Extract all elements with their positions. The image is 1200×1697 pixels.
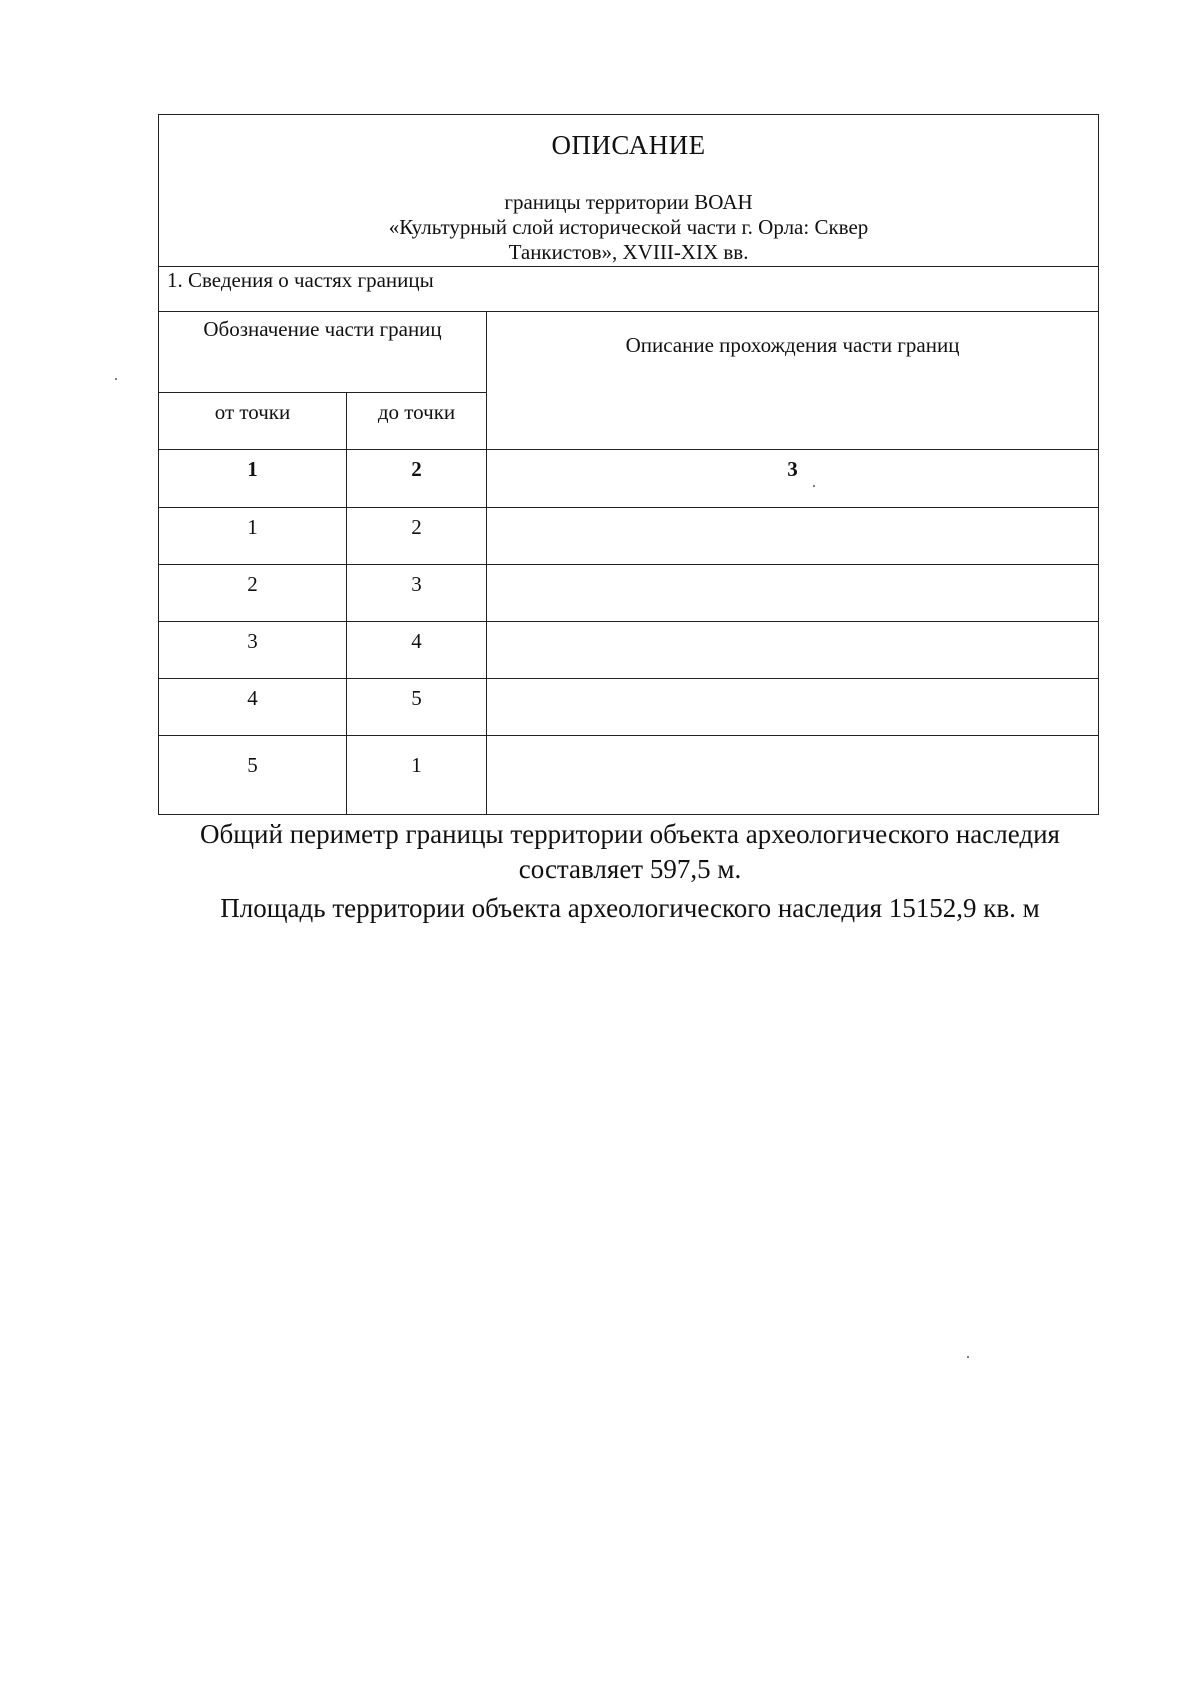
table-row (159, 679, 1099, 736)
description-cell (487, 679, 1099, 736)
to-point-cell: 1 (347, 736, 487, 815)
column-number: 2 (347, 450, 487, 508)
from-point-cell: 1 (159, 508, 347, 565)
from-point-cell: 2 (159, 565, 347, 622)
description-cell (487, 565, 1099, 622)
to-point-cell: 2 (347, 508, 487, 565)
subtitle-line: Танкистов», XVIII-XIX вв. (508, 240, 749, 264)
table-row (159, 508, 1099, 565)
from-point-header: от точки (159, 393, 347, 450)
column-number: 1 (159, 450, 347, 508)
description-header: Описание прохождения части границ (487, 312, 1099, 450)
description-cell (487, 508, 1099, 565)
table-row (159, 622, 1099, 679)
scan-speck (967, 1356, 969, 1358)
perimeter-statement: составляет 597,5 м. (518, 854, 742, 884)
summary-block (170, 817, 1090, 926)
from-point-cell: 3 (159, 622, 347, 679)
document-title: ОПИСАНИЕ (551, 130, 706, 160)
description-cell (487, 622, 1099, 679)
section-heading: 1. Сведения о частях границы (159, 267, 1099, 312)
column-numbers-row (159, 450, 1099, 508)
to-point-header: до точки (347, 393, 487, 450)
from-point-cell: 4 (159, 679, 347, 736)
to-point-cell: 3 (347, 565, 487, 622)
document-subtitle (159, 190, 1098, 265)
column-number: 3 (487, 450, 1099, 508)
from-point-cell: 5 (159, 736, 347, 815)
table-row (159, 736, 1099, 815)
subtitle-line: границы территории ВОАН (504, 190, 753, 214)
to-point-cell: 5 (347, 679, 487, 736)
area-statement: Площадь территории объекта археологического наследия 15152,9 кв. м (220, 893, 1040, 923)
boundary-part-header: Обозначение части границ (159, 312, 487, 393)
table-row (159, 565, 1099, 622)
to-point-cell: 4 (347, 622, 487, 679)
document-header (159, 115, 1099, 267)
scan-speck (813, 485, 815, 487)
subtitle-line: «Культурный слой исторической части г. Орла: Сквер (388, 215, 869, 239)
perimeter-statement: Общий периметр границы территории объекта археологического наследия (200, 819, 1060, 849)
description-cell (487, 736, 1099, 815)
boundary-description-table (158, 114, 1099, 815)
scan-speck (115, 378, 117, 380)
